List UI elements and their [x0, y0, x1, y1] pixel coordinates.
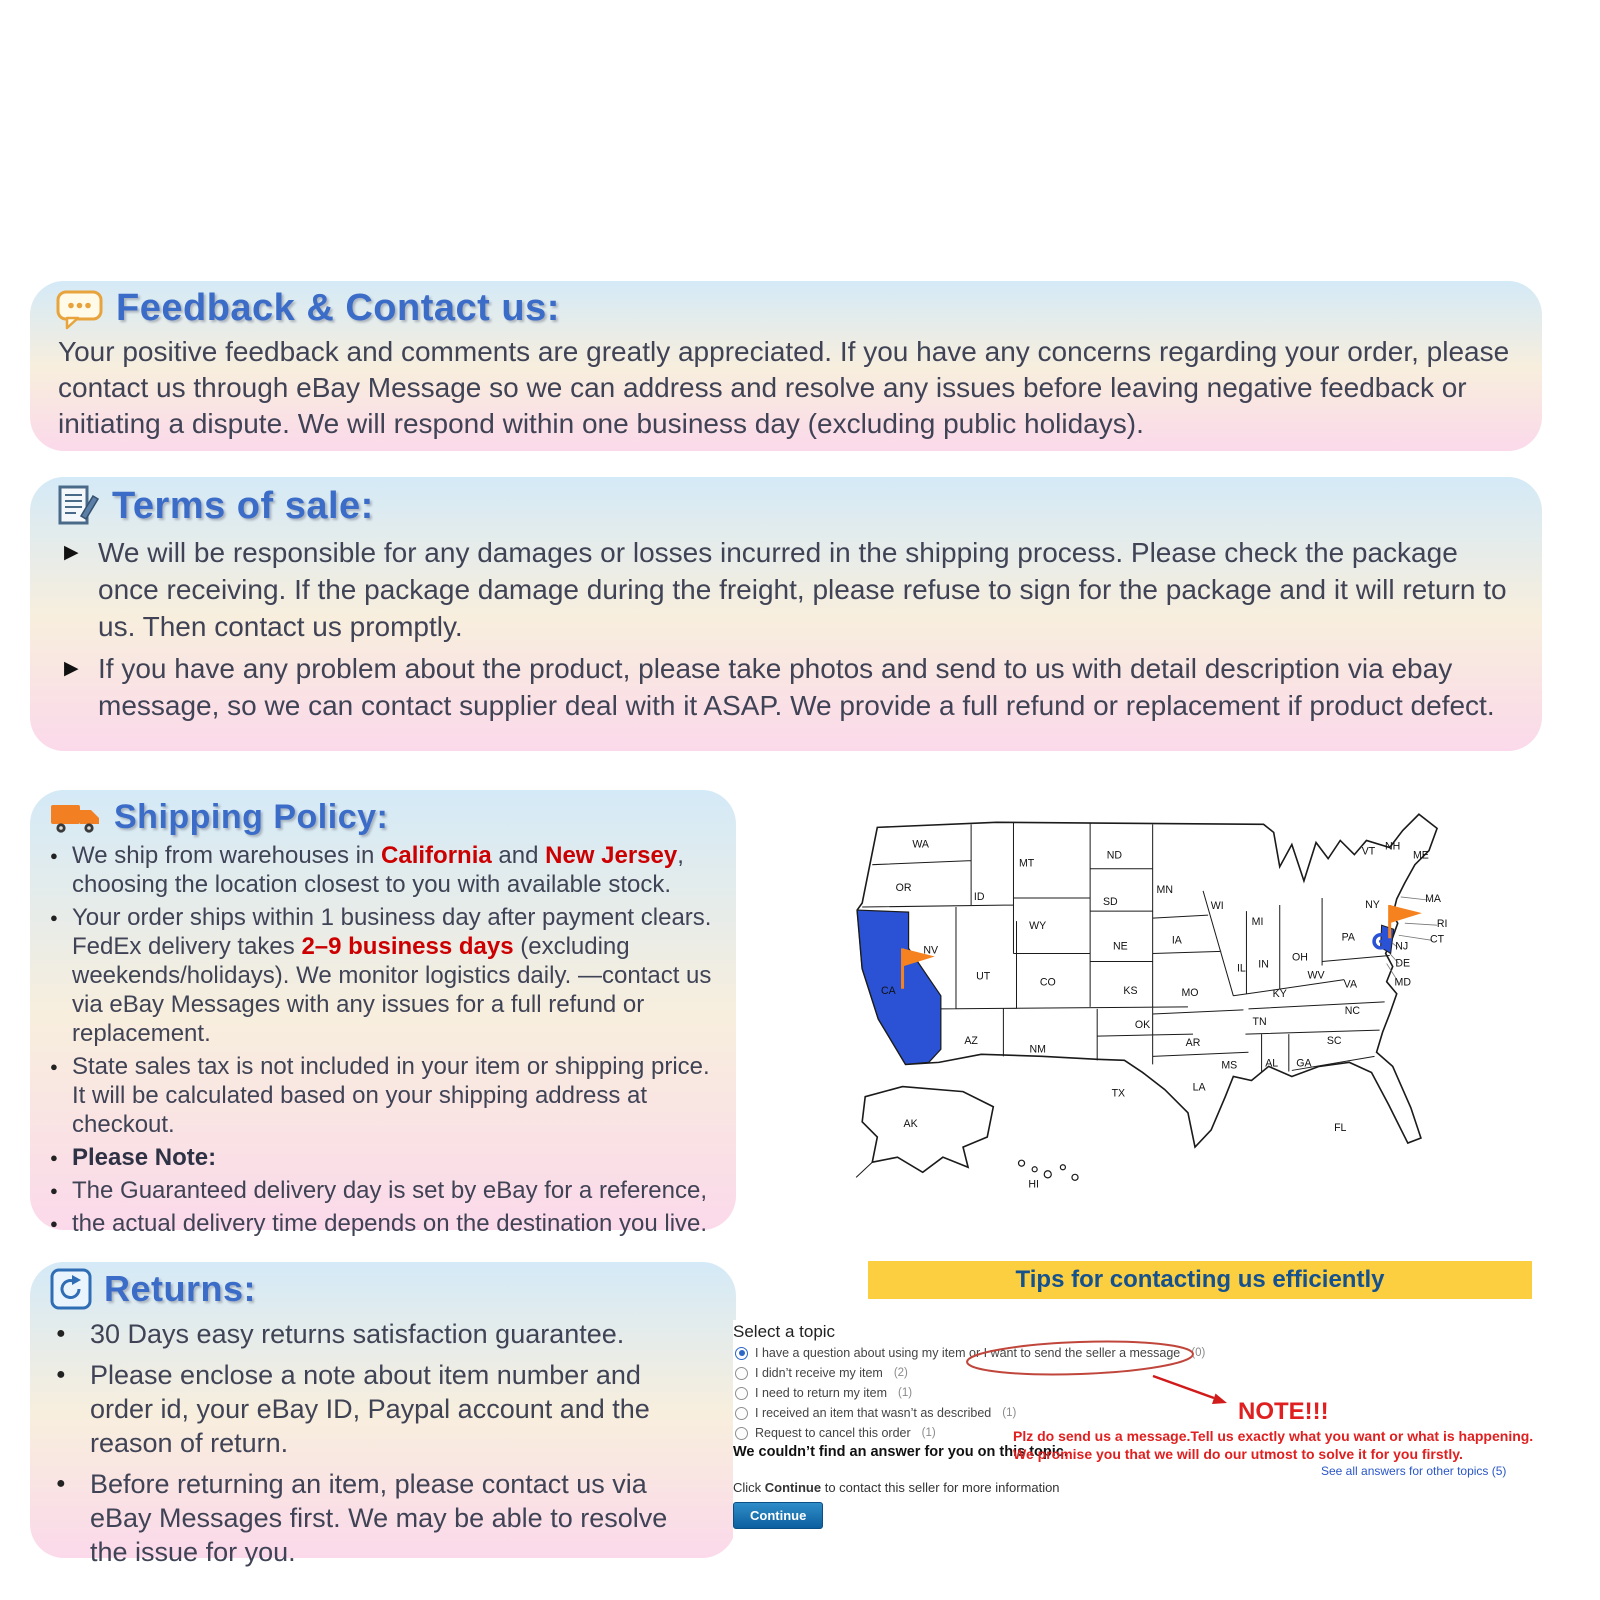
note-title: NOTE!!!	[1238, 1398, 1329, 1425]
terms-heading	[56, 483, 1516, 529]
topic-option-cancel[interactable]	[735, 1426, 936, 1440]
state-label: AR	[1185, 1037, 1201, 1050]
state-label: WY	[1029, 920, 1047, 933]
state-label: GA	[1296, 1057, 1312, 1070]
shipping-item-text: The Guaranteed delivery day is set by eBay for a reference,	[72, 1177, 708, 1204]
state-label: KS	[1123, 984, 1138, 997]
state-label: AZ	[964, 1035, 978, 1048]
state-label: MD	[1394, 976, 1412, 989]
state-label: MN	[1156, 883, 1173, 896]
topic-option-label: I have a question about using my item or I want to send the seller a message	[755, 1346, 1181, 1360]
topic-option-count: (1)	[898, 1387, 913, 1399]
aleutian-tail	[856, 1162, 872, 1177]
shipping-item	[50, 1209, 716, 1238]
radio-icon[interactable]	[735, 1367, 748, 1380]
state-label: LA	[1192, 1081, 1206, 1094]
radio-icon[interactable]	[735, 1387, 748, 1400]
state-label: AL	[1265, 1057, 1279, 1070]
no-answer-text: We couldn’t find an answer for you on this topic.	[733, 1444, 1068, 1460]
state-label: NH	[1385, 840, 1401, 853]
alaska-outline	[862, 1087, 993, 1173]
returns-item	[50, 1358, 716, 1460]
state-label: PA	[1341, 931, 1355, 944]
shipping-title: Shipping Policy:	[114, 798, 389, 836]
terms-item	[56, 534, 1516, 645]
radio-selected-icon[interactable]	[735, 1347, 748, 1360]
radio-icon[interactable]	[735, 1427, 748, 1440]
state-label: ME	[1412, 849, 1429, 862]
state-label: IL	[1236, 962, 1246, 975]
state-label: RI	[1436, 918, 1448, 931]
terms-item	[56, 650, 1516, 724]
state-label: AK	[903, 1117, 918, 1130]
return-arrows-icon	[50, 1268, 92, 1310]
state-label: NV	[923, 944, 939, 957]
shipping-section	[30, 790, 736, 1237]
red-arrowhead	[1212, 1394, 1227, 1405]
state-label: NE	[1113, 940, 1128, 953]
radio-icon[interactable]	[735, 1407, 748, 1420]
shipping-item	[50, 1143, 716, 1172]
dot-bullet-icon: ●	[50, 1059, 58, 1074]
state-label: IN	[1258, 958, 1269, 971]
note-line-1: Plz do send us a message.Tell us exactly what you want or what is happening.	[1013, 1428, 1534, 1444]
feedback-section	[30, 281, 1542, 451]
dot-bullet-icon: ●	[56, 1325, 66, 1342]
topic-option-not-received[interactable]	[735, 1366, 908, 1380]
topic-option-label: I need to return my item	[755, 1386, 888, 1400]
dot-bullet-icon: ●	[50, 1150, 58, 1165]
topic-option-count: (2)	[893, 1367, 908, 1379]
state-label: SD	[1102, 896, 1118, 909]
select-topic-label: Select a topic	[733, 1322, 836, 1341]
triangle-bullet-icon: ▶	[64, 542, 79, 563]
topic-option-label: Request to cancel this order	[755, 1426, 911, 1440]
returns-item-text: Please enclose a note about item number and order id, your eBay ID, Paypal account and the reason of return.	[90, 1360, 650, 1458]
state-label: ID	[973, 890, 985, 903]
note-line-2: We promise you that we will do our utmost to solve it for you firstly.	[1013, 1446, 1463, 1462]
state-label: NY	[1365, 899, 1380, 912]
terms-title: Terms of sale:	[112, 484, 374, 527]
state-label: VA	[1343, 978, 1358, 991]
document-pencil-icon	[56, 483, 100, 529]
shipping-item	[50, 1176, 716, 1205]
feedback-title: Feedback & Contact us:	[116, 287, 560, 329]
state-label: FL	[1334, 1121, 1347, 1134]
topic-option-question[interactable]	[735, 1346, 1205, 1360]
returns-title: Returns:	[104, 1268, 257, 1309]
topic-option-not-as-described[interactable]	[735, 1406, 1016, 1420]
terms-list	[56, 534, 1516, 724]
dot-bullet-icon: ●	[50, 910, 58, 925]
state-label: TN	[1252, 1016, 1267, 1029]
returns-list	[50, 1317, 716, 1569]
topic-option-return[interactable]	[735, 1386, 912, 1400]
returns-heading	[50, 1268, 716, 1310]
returns-item-text: 30 Days easy returns satisfaction guarantee.	[90, 1319, 625, 1349]
topic-option-count: (1)	[921, 1427, 936, 1439]
tips-banner-text: Tips for contacting us efficiently	[1015, 1266, 1385, 1293]
returns-item	[50, 1467, 716, 1569]
returns-item-text: Before returning an item, please contact us via eBay Messages first. We may be able to resolve the issue for you.	[90, 1469, 668, 1567]
returns-section	[30, 1262, 736, 1567]
warehouse-map	[840, 798, 1546, 1240]
topic-option-count: (0)	[1191, 1347, 1206, 1359]
shipping-item-text: the actual delivery time depends on the destination you live.	[72, 1210, 708, 1237]
state-label: DE	[1395, 957, 1411, 970]
hawaii-islands	[1019, 1160, 1079, 1180]
state-label: WV	[1307, 969, 1325, 982]
state-label: CA	[881, 984, 896, 997]
state-label: UT	[976, 970, 991, 983]
truck-icon	[50, 800, 102, 836]
state-label: OK	[1134, 1019, 1151, 1032]
state-label: ND	[1106, 849, 1122, 862]
red-arrow-annotation	[1153, 1376, 1214, 1398]
shipping-item-text: We ship from warehouses in California and New Jersey, choosing the location closest to you with available stock.	[72, 842, 684, 898]
terms-section	[30, 477, 1542, 751]
returns-item	[50, 1317, 716, 1351]
state-label: KY	[1272, 987, 1287, 1000]
state-label: OH	[1291, 951, 1308, 964]
tips-banner	[868, 1261, 1532, 1299]
dot-bullet-icon: ●	[50, 1216, 58, 1231]
state-label: MA	[1425, 893, 1441, 906]
shipping-item-text: State sales tax is not included in your item or shipping price. It will be calculated based on your shipping address at checkout.	[72, 1053, 710, 1138]
state-label: MO	[1181, 986, 1199, 999]
state-label: IA	[1171, 934, 1182, 947]
terms-item-text: If you have any problem about the product, please take photos and send to us with detail description via ebay message, so we can contact supplier deal with it ASAP. We provide a full refund or replacement if product defect.	[98, 653, 1495, 721]
state-label: NM	[1029, 1043, 1046, 1056]
state-label: OR	[895, 881, 912, 894]
feedback-body: Your positive feedback and comments are greatly appreciated. If you have any concerns regarding your order, please contact us through eBay Message so we can address and resolve any issues before leaving negative feedback or initiating a dispute. We will respond within one business day (excluding public holidays).	[58, 336, 1510, 439]
state-label: NJ	[1395, 940, 1409, 953]
triangle-bullet-icon: ▶	[64, 658, 79, 679]
dot-bullet-icon: ●	[50, 848, 58, 863]
continue-button[interactable]: Continue	[733, 1502, 823, 1529]
shipping-item	[50, 903, 716, 1048]
shipping-item-text: Your order ships within 1 business day after payment clears. FedEx delivery takes 2–9 business days (excluding weekends/holidays). We monitor logistics daily. —contact us via eBay Messages with any issues for a full refund or replacement.	[72, 904, 712, 1047]
see-all-answers-link[interactable]: See all answers for other topics (5)	[1321, 1464, 1507, 1478]
shipping-item	[50, 1052, 716, 1139]
shipping-item-text: Please Note:	[72, 1144, 217, 1171]
state-label: CT	[1430, 933, 1445, 946]
state-label: HI	[1028, 1178, 1039, 1191]
state-label: CO	[1039, 976, 1056, 989]
state-label: MT	[1018, 857, 1035, 870]
state-label: VT	[1361, 845, 1376, 858]
terms-item-text: We will be responsible for any damages or losses incurred in the shipping process. Please check the package once receiving. If the package damage during the freight, please refuse to sign for the package and it will return to us. Then contact us promptly.	[98, 537, 1507, 642]
dot-bullet-icon: ●	[56, 1475, 66, 1492]
shipping-item	[50, 841, 716, 899]
topic-option-label: I received an item that wasn’t as described	[755, 1406, 992, 1420]
topic-option-label: I didn’t receive my item	[755, 1366, 883, 1380]
state-label: WI	[1210, 900, 1224, 913]
shipping-heading	[50, 798, 716, 837]
state-label: NC	[1344, 1004, 1360, 1017]
feedback-heading	[56, 287, 1516, 330]
state-label: MI	[1251, 916, 1264, 929]
state-label: TX	[1111, 1087, 1126, 1100]
dot-bullet-icon: ●	[56, 1366, 66, 1383]
dot-bullet-icon: ●	[50, 1183, 58, 1198]
topic-option-count: (1)	[1002, 1407, 1017, 1419]
contact-form-screenshot	[733, 1320, 1545, 1575]
state-label: SC	[1326, 1035, 1342, 1048]
click-continue-hint: Click Continue to contact this seller for more information	[733, 1480, 1060, 1495]
state-label: WA	[912, 838, 930, 851]
shipping-list	[50, 841, 716, 1238]
chat-bubble-icon	[56, 288, 104, 330]
state-label: MS	[1221, 1059, 1238, 1072]
